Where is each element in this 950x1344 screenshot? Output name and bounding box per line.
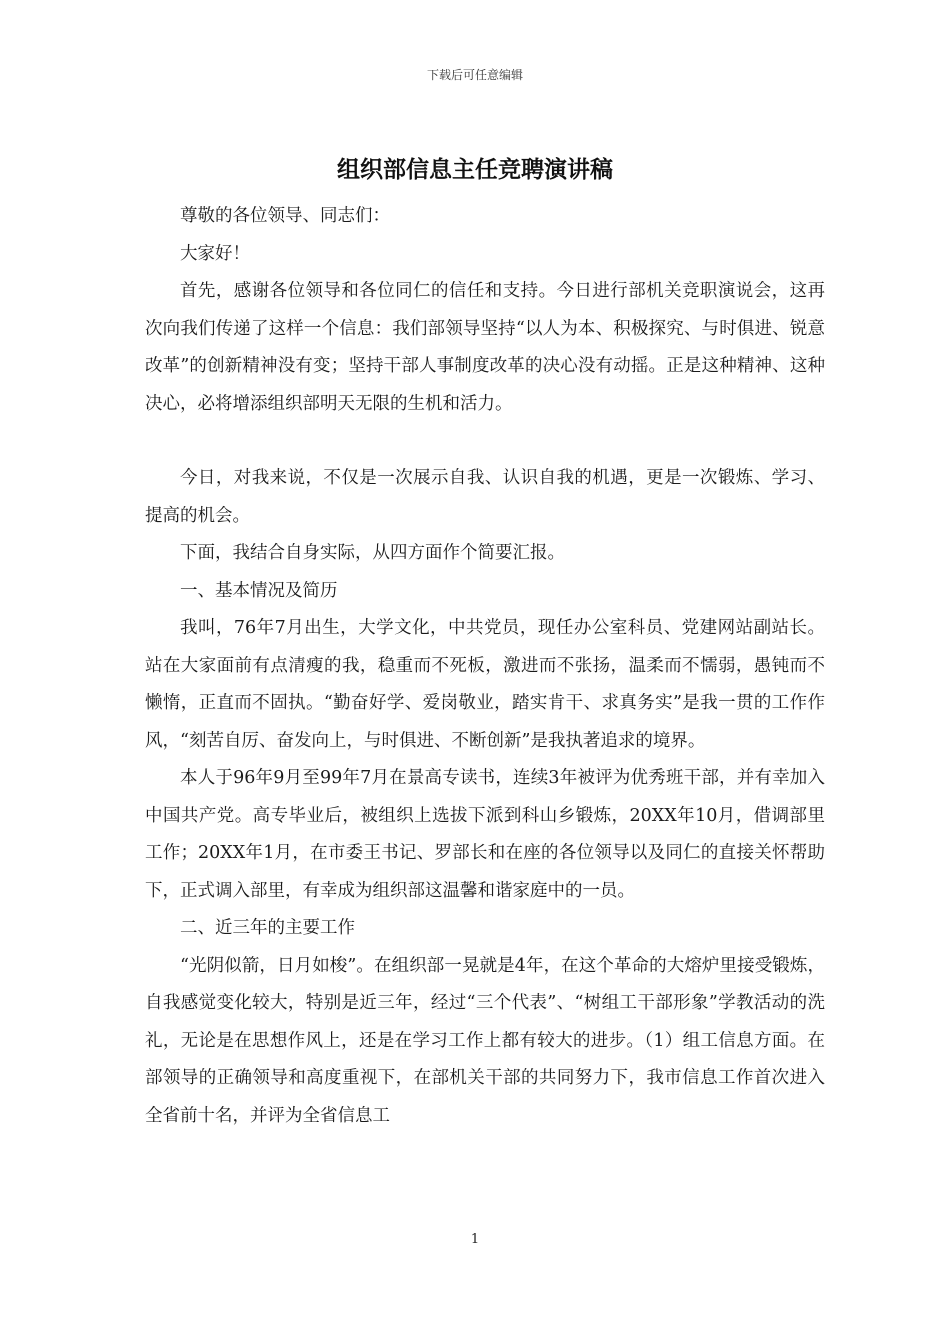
document-body bbox=[145, 198, 825, 1135]
paragraph-outline: 下面，我结合自身实际，从四方面作个简要汇报。 bbox=[180, 543, 565, 563]
paragraph-self-intro: 我叫，76年7月出生，大学文化，中共党员，现任办公室科员、党建网站副站长。站在大家面前有点清瘦的我，稳重而不死板，激进而不张扬，温柔而不懦弱，愚钝而不懒惰，正直而不固执。“勤奋好学、爱岗敬业，踏实肯干、求真务实”是我一贯的工作作风，“刻苦自厉、奋发向上，与时俱进、不断创新”是我执著追求的境界。 bbox=[145, 618, 825, 751]
page-number: 1 bbox=[470, 1232, 480, 1247]
paragraph-resume: 本人于96年9月至99年7月在景高专读书，连续3年被评为优秀班干部，并有幸加入中国共产党。高专毕业后，被组织上选拔下派到科山乡锻炼，20XX年10月，借调部里工作；20XX年1月，在市委王书记、罗部长和在座的各位领导以及同仁的直接关怀帮助下，正式调入部里，有幸成为组织部这温馨和谐家庭中的一员。 bbox=[145, 768, 825, 901]
header-note: 下载后可任意编辑 bbox=[426, 68, 523, 82]
greeting: 大家好！ bbox=[180, 243, 250, 264]
paragraph-opportunity: 今日，对我来说，不仅是一次展示自我、认识自我的机遇，更是一次锻炼、学习、提高的机会。 bbox=[145, 468, 825, 526]
paragraph-opening: 首先，感谢各位领导和各位同仁的信任和支持。今日进行部机关竞职演说会，这再次向我们传递了这样一个信息：我们部领导坚持“以人为本、积极探究、与时俱进、锐意改革”的创新精神没有变；坚持干部人事制度改革的决心没有动摇。正是这种精神、这种决心，必将增添组织部明天无限的生机和活力。 bbox=[145, 281, 825, 414]
section-heading-main-work: 二、近三年的主要工作 bbox=[180, 918, 355, 938]
paragraph-main-work: “光阴似箭，日月如梭”。在组织部一晃就是4年，在这个革命的大熔炉里接受锻炼，自我感觉变化较大，特别是近三年，经过“三个代表”、“树组工干部形象”学教活动的洗礼，无论是在思想作风上，还是在学习工作上都有较大的进步。（1）组工信息方面。在部领导的正确领导和高度重视下，在部机关干部的共同努力下，我市信息工作首次进入全省前十名，并评为全省信息工 bbox=[145, 955, 825, 1126]
section-heading-basic-info: 一、基本情况及简历 bbox=[180, 580, 338, 601]
salutation: 尊敬的各位领导、同志们： bbox=[180, 206, 390, 226]
document-title: 组织部信息主任竞聘演讲稿 bbox=[337, 156, 613, 183]
